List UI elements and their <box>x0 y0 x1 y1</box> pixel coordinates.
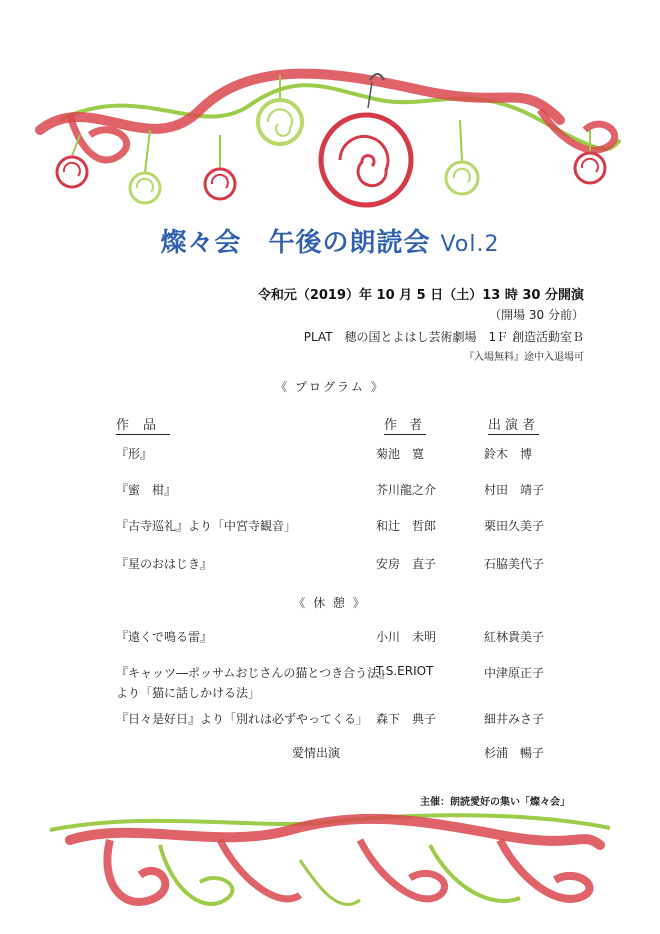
event-venue: PLAT 穂の国とよはし芸術劇場 1Ｆ 創造活動室Ｂ <box>303 330 584 344</box>
author-name: 安房 直子 <box>376 557 437 571</box>
work-title: 『キャッツ―ポッサムおじさんの猫とつき合う法』 <box>116 666 392 680</box>
performer-name: 石脇美代子 <box>484 557 545 571</box>
work-title: 『日々是好日』より「別れは必ずやってくる」 <box>116 712 369 726</box>
author-name: 芥川龍之介 <box>376 483 437 497</box>
performer-name: 栗田久美子 <box>484 519 545 533</box>
ornament-red-right <box>575 153 605 183</box>
entry-info: 『入場無料』途中入退場可 <box>464 352 584 363</box>
event-title: 燦々会 午後の朗読会 Vol.2 <box>160 228 500 258</box>
work-title-continuation: より「猫に話しかける法」 <box>116 686 261 700</box>
work-title: 『星のおはじき』 <box>116 557 213 571</box>
ornament-green-left <box>130 173 160 203</box>
work-title: 『古寺巡礼』より「中宮寺観音」 <box>116 519 297 533</box>
column-header-performer: 出演者 <box>488 414 539 435</box>
performer-name: 細井みさ子 <box>484 712 545 726</box>
ornament-large-red <box>321 74 411 205</box>
intermission-heading: 《 休 憩 》 <box>293 596 367 610</box>
volume-label: Vol.2 <box>440 232 500 257</box>
author-name: 森下 典子 <box>376 712 437 726</box>
ornament-red-left-2 <box>205 169 235 199</box>
ornament-small-red-left <box>57 157 87 187</box>
performer-name: 中津原正子 <box>484 666 545 680</box>
organizer: 主催：朗読愛好の集い「燦々会」 <box>420 797 570 808</box>
ornament-green-right <box>446 162 478 194</box>
work-title: 『蜜 柑』 <box>116 483 177 497</box>
author-name: 小川 未明 <box>376 630 437 644</box>
work-title: 『遠くで鳴る雷』 <box>116 630 213 644</box>
event-date: 令和元（2019）年 10 月 5 日（土）13 時 30 分開演 <box>257 288 584 303</box>
performer-name: 村田 靖子 <box>484 483 545 497</box>
author-name: T.S.ERIOT <box>376 664 434 678</box>
performer-name: 紅林貴美子 <box>484 630 545 644</box>
bottom-ribbon-decoration <box>0 800 660 934</box>
program-heading: 《 プログラム 》 <box>275 380 385 394</box>
performer-name: 鈴木 博 <box>484 447 533 461</box>
column-header-work: 作品 <box>116 414 170 435</box>
top-ribbon-decoration <box>0 60 660 240</box>
author-name: 菊池 寛 <box>376 447 425 461</box>
column-header-author: 作 者 <box>384 414 426 435</box>
work-title: 『形』 <box>116 447 153 461</box>
author-name: 和辻 哲郎 <box>376 519 437 533</box>
special-appearance-label: 愛情出演 <box>292 746 341 760</box>
doors-open-time: （開場 30 分前） <box>489 308 584 322</box>
special-performer-name: 杉浦 暢子 <box>484 746 545 760</box>
